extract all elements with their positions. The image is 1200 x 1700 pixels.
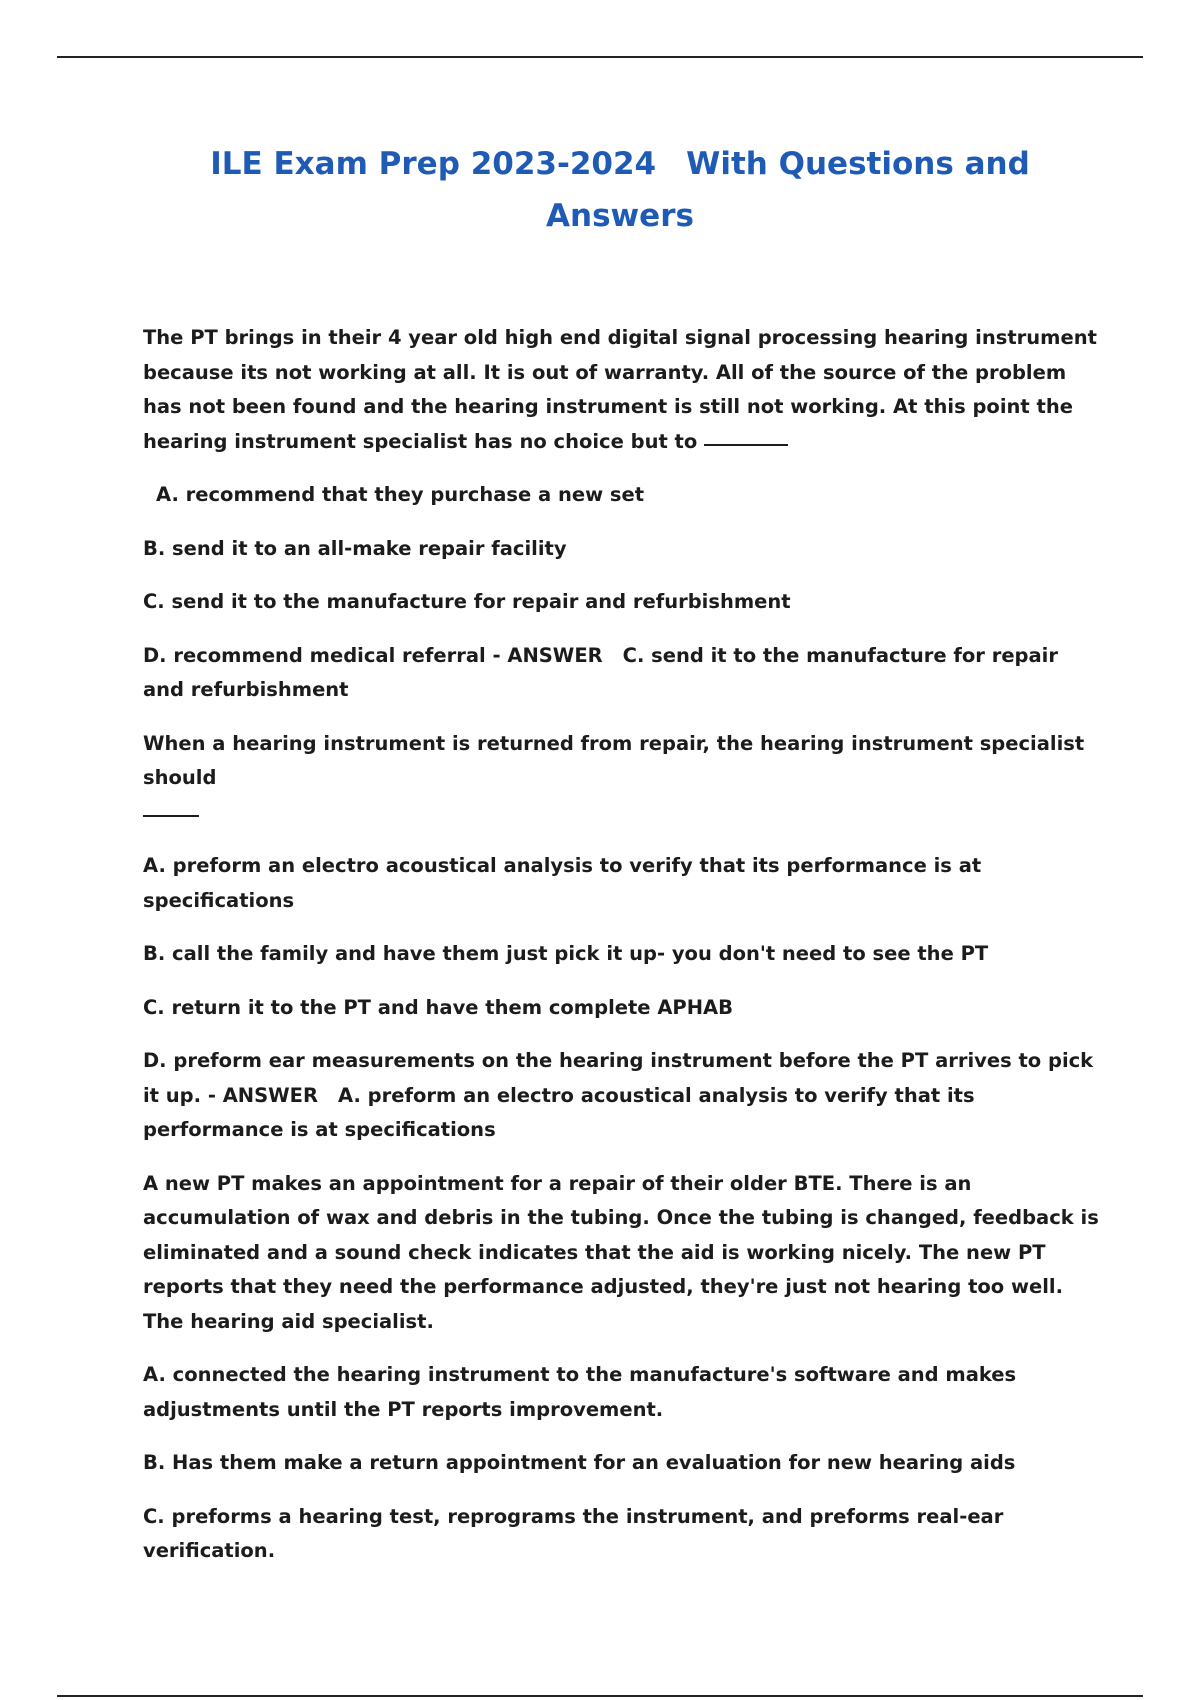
- answer-option: B. send it to an all-make repair facility: [143, 536, 567, 560]
- correct-answer: C. send it to the manufacture for repair and refurbishment: [143, 643, 1058, 701]
- title-part-1: ILE Exam Prep 2023-2024: [210, 146, 657, 182]
- question-stem: The PT brings in their 4 year old high end digital signal processing hearing instrument because its not working at all. It is out of warranty. All of the source of the problem has not been found and the hearing instrument is still not working. At this point the hearing instrument specialist has no choice but to: [143, 326, 1097, 453]
- answer-blank: [704, 444, 788, 446]
- bottom-rule: [57, 1695, 1143, 1697]
- document-body: [143, 321, 1103, 1588]
- top-rule: [57, 56, 1143, 58]
- answer-option: D. recommend medical referral - ANSWER C. send it to the manufacture for repair and refurbishment: [143, 643, 1058, 701]
- answer-option: C. return it to the PT and have them complete APHAB: [143, 995, 733, 1019]
- answer-option: A. preform an electro acoustical analysis to verify that its performance is at specifications: [143, 854, 982, 912]
- answer-option: A. recommend that they purchase a new set: [156, 483, 645, 506]
- answer-blank: [143, 815, 199, 817]
- answer-option: C. send it to the manufacture for repair and refurbishment: [143, 590, 791, 613]
- answer-option: C. preforms a hearing test, reprograms the instrument, and preforms real-ear verification.: [143, 1504, 1004, 1562]
- page-title: [140, 138, 1100, 242]
- answer-option: B. Has them make a return appointment for an evaluation for new hearing aids: [143, 1451, 1016, 1474]
- correct-answer: A. preform an electro acoustical analysis to verify that its performance is at specifications: [143, 1083, 975, 1141]
- answer-option: D. preform ear measurements on the hearing instrument before the PT arrives to pick it up. - ANSWER A. preform an electro acoustical analysis to verify that its performance is at specifications: [143, 1049, 1094, 1141]
- question-stem: When a hearing instrument is returned from repair, the hearing instrument specialist should: [143, 727, 1103, 831]
- title-part-2: With Questions and: [686, 146, 1030, 182]
- answer-option: A. connected the hearing instrument to the manufacture's software and makes adjustments until the PT reports improvement.: [143, 1363, 1017, 1421]
- answer-option: B. call the family and have them just pick it up- you don't need to see the PT: [143, 942, 989, 965]
- question-stem: A new PT makes an appointment for a repair of their older BTE. There is an accumulation of wax and debris in the tubing. Once the tubing is changed, feedback is eliminated and a sound check indicates that the aid is working nicely. The new PT reports that they need the performance adjusted, they're just not hearing too well. The hearing aid specialist.: [143, 1171, 1099, 1333]
- title-part-3: Answers: [546, 198, 694, 234]
